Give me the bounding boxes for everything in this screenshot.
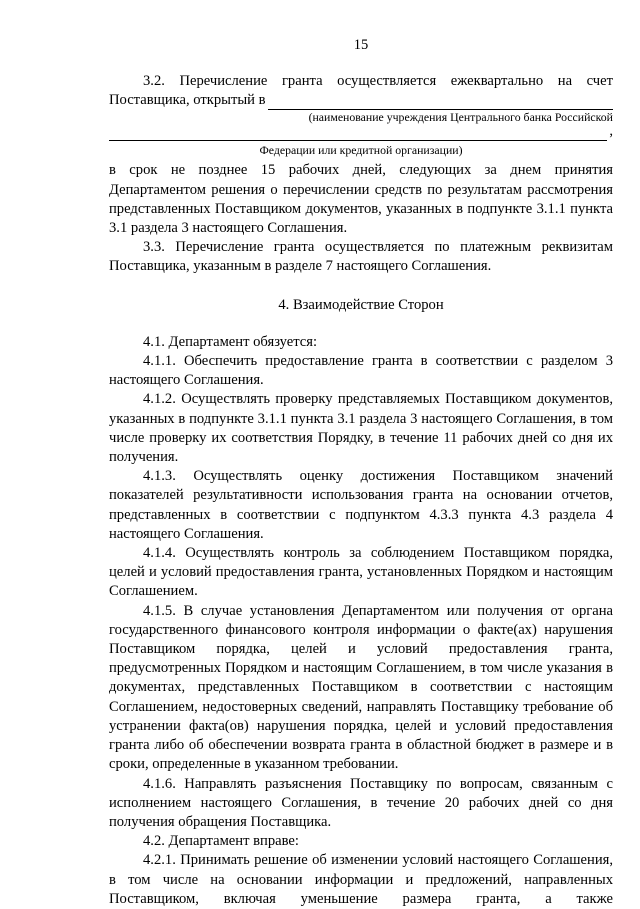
bank-name-blank-line-2 bbox=[109, 126, 607, 141]
paragraph-4-2-1: 4.2.1. Принимать решение об изменении условий настоящего Соглашения, в том числе на основании информации и предложений, направленных Поставщиком, включая уменьшение размера гранта, а также bbox=[109, 852, 613, 907]
paragraph-3-2-continuation: в срок не позднее 15 рабочих дней, следующих за днем принятия Департаментом решения о перечислении средств по результатам рассмотрения представленных Поставщиком документов, указанных в подпункте 3.1.1 пункта 3.1 раздела 3 настоящего Соглашения. bbox=[109, 162, 613, 237]
paragraph-4-2: 4.2. Департамент вправе: bbox=[143, 833, 299, 850]
bank-name-caption-1: (наименование учреждения Центрального банка Российской bbox=[308, 110, 613, 125]
paragraph-4-1-6: 4.1.6. Направлять разъяснения Поставщику по вопросам, связанным с исполнением настоящего Соглашения, в течение 20 рабочих дней со дня получения обращения Поставщика. bbox=[109, 775, 613, 830]
page-number: 15 bbox=[353, 37, 369, 53]
paragraph-4-1-2: 4.1.2. Осуществлять проверку представляемых Поставщиком документов, указанных в подпункте 3.1.1 пункта 3.1 раздела 3 настоящего Соглашения, в том числе проверку их соответствия Порядку, в течение 11 рабочих дней со дня их получения. bbox=[109, 391, 613, 466]
paragraph-3-3: 3.3. Перечисление гранта осуществляется по платежным реквизитам Поставщика, указанным в разделе 7 настоящего Соглашения. bbox=[109, 239, 613, 275]
bank-account-prefix: Поставщика, открытый в bbox=[109, 92, 266, 109]
paragraph-4-1-1: 4.1.1. Обеспечить предоставление гранта в соответствии с разделом 3 настоящего Соглашения. bbox=[109, 353, 613, 389]
paragraph-4-1-3: 4.1.3. Осуществлять оценку достижения Поставщиком значений показателей результативности использования гранта на основании отчетов, представленных в соответствии с подпунктом 4.3.3 пункта 4.3 раздела 4 настоящего Соглашения. bbox=[109, 468, 613, 542]
paragraph-3-2-line-3 bbox=[109, 124, 613, 141]
bank-name-caption-2: Федерации или кредитной организации) bbox=[259, 143, 463, 158]
paragraph-4-1: 4.1. Департамент обязуется: bbox=[143, 333, 318, 350]
bank-name-blank-line bbox=[268, 95, 614, 110]
paragraph-3-2-line-1: 3.2. Перечисление гранта осуществляется ежеквартально на счет bbox=[143, 73, 613, 89]
section-4-title: 4. Взаимодействие Сторон bbox=[278, 296, 444, 313]
paragraph-3-2-line-2 bbox=[109, 91, 613, 110]
paragraph-4-1-5: 4.1.5. В случае установления Департаментом или получения от органа государственного финансового контроля информации о факте(ах) нарушения Поставщиком порядка, целей и условий предоставления гранта, предусмотренных Порядком и настоящим Соглашением, в том числе указания в документах, представленных Поставщиком в соответствии с настоящим Соглашением, недостоверных сведений, направлять Поставщику требование об устранении факта(ов) нарушения порядка, целей и условий предоставления гранта либо об обеспечении возврата гранта в областной бюджет в размере и в сроки, определенные в указанном требовании. bbox=[109, 602, 613, 773]
paragraph-4-1-4: 4.1.4. Осуществлять контроль за соблюдением Поставщиком порядка, целей и условий предоставления гранта, установленных Порядком и настоящим Соглашением. bbox=[109, 545, 613, 600]
bank-line-comma: , bbox=[609, 123, 613, 140]
document-body bbox=[109, 72, 613, 909]
